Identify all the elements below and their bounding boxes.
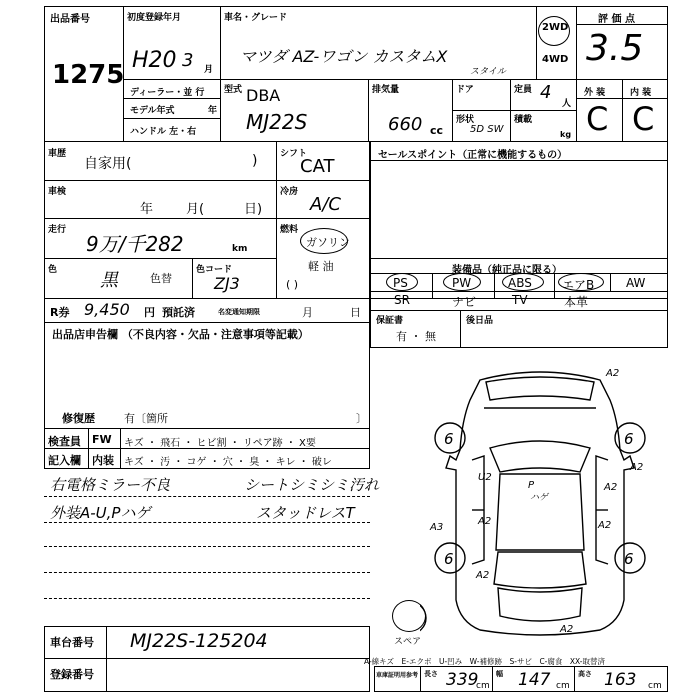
color-code-value: ZJ3 (214, 274, 240, 293)
divider (576, 6, 577, 142)
remark-line (44, 598, 370, 599)
tire-mark-fl: 6 (444, 430, 454, 448)
inspector-label: 検査員 (48, 435, 81, 448)
load-label: 積載 (514, 115, 533, 125)
drive-2wd: 2WD (542, 22, 569, 33)
color-value: 黒 (100, 270, 118, 291)
divider (123, 98, 220, 99)
width-unit: cm (556, 681, 570, 691)
divider (123, 79, 668, 80)
fuel-diesel: 軽 油 (308, 260, 334, 273)
length-unit: cm (476, 681, 490, 691)
tire-mark-rr: 6 (624, 550, 634, 568)
fuel-gas-circle (300, 228, 348, 254)
repair-close: 〕 (356, 412, 367, 425)
divider (420, 666, 421, 692)
score-value: 3.5 (586, 28, 644, 69)
dealer-label: ディーラー・並 行 (130, 88, 205, 98)
remark-line (44, 572, 370, 573)
damage-mark: ハゲ (530, 493, 549, 503)
tire-mark-fr: 6 (624, 430, 634, 448)
divider (123, 118, 220, 119)
divider (44, 180, 370, 181)
damage-mark: A2 (630, 462, 644, 473)
equip-ps-circle (386, 273, 418, 291)
equip-abs-circle (502, 273, 544, 291)
mileage-unit: km (232, 244, 248, 254)
divider (276, 218, 370, 219)
length-label: 長さ (424, 670, 438, 678)
legend-text: A-線キズ E-エクボ U-凹み W-補修跡 S-サビ C-腐食 XX-取替済 (364, 657, 605, 666)
displacement-value: 660 (388, 114, 423, 135)
remark-1a: 右電格ミラー不良 (50, 476, 171, 494)
width-value: 147 (518, 670, 551, 690)
car-diagram (420, 360, 660, 650)
divider (574, 666, 575, 692)
damage-mark: A2 (478, 516, 492, 527)
divider (370, 291, 668, 292)
lot-label: 出品番号 (50, 14, 90, 25)
door-label: ドア (456, 85, 474, 95)
divider (370, 160, 668, 161)
name-grade-value: マツダ AZ-ワゴン カスタムX (240, 47, 448, 66)
damage-mark: A2 (476, 570, 490, 581)
type-label: 型式 (224, 85, 243, 95)
displacement-label: 排気量 (372, 85, 400, 95)
mileage-label: 走行 (48, 225, 67, 235)
tax-day: 日 (350, 306, 361, 319)
equip-airbag: エアB (562, 278, 595, 292)
tax-label: 名変通知期限 (218, 308, 260, 316)
mileage-value: 9万/千282 (86, 232, 184, 256)
divider (554, 273, 555, 299)
kg-unit: kg (560, 130, 572, 139)
width-label: 幅 (496, 670, 503, 678)
damage-mark: A2 (560, 624, 574, 635)
chassis-label: 車台番号 (50, 636, 94, 649)
equip-abs: ABS (508, 276, 532, 290)
year-unit: 年 (208, 106, 218, 116)
inspection-year: 年 (140, 202, 154, 217)
exterior-grade: C (586, 100, 609, 138)
first-reg-label: 初度登録年月 (127, 13, 182, 23)
shape-label: 形状 (456, 115, 475, 125)
equip-pw-circle (443, 273, 481, 291)
fuel-paren: ( ) (286, 278, 299, 291)
history-value: 自家用( (84, 156, 132, 172)
divider (88, 429, 89, 469)
remark-line (44, 522, 370, 523)
spare-label: スペア (394, 637, 422, 647)
history-label: 車歴 (48, 149, 67, 159)
warranty-value: 有 ・ 無 (396, 330, 436, 343)
damage-mark: P (528, 480, 535, 491)
sales-points-label: セールスポイント（正常に機能するもの） (378, 150, 568, 161)
first-reg-era: H20 (132, 48, 177, 73)
divider (622, 79, 623, 142)
length-value: 339 (446, 670, 479, 690)
divider (220, 6, 221, 142)
equip-tv: TV (512, 293, 528, 307)
registration-label: 登録番号 (50, 668, 94, 681)
divider (120, 429, 121, 469)
history-close: ) (252, 153, 258, 169)
damage-mark: A2 (598, 520, 612, 531)
divider (494, 273, 495, 299)
ac-label: 冷房 (280, 187, 299, 197)
divider (536, 6, 537, 79)
inspector-interior: 内装 (92, 454, 114, 467)
exterior-label: 外 装 (584, 88, 606, 98)
divider (492, 666, 493, 692)
first-reg-month: 3 (182, 50, 194, 71)
divider (192, 258, 193, 299)
name-grade-sub: スタイル (470, 67, 506, 77)
equip-airbag-circle (558, 273, 604, 291)
fw-items: キズ ・ 飛石 ・ ヒビ割 ・ リペア跡 ・ X要 (124, 438, 316, 449)
remark-line (44, 496, 370, 497)
interior-items: キズ ・ 汚 ・ コゲ ・ 穴 ・ 臭 ・ キレ ・ 破レ (124, 457, 332, 468)
shape-value: 5D SW (470, 124, 504, 135)
repair-label: 修復歴 (62, 412, 95, 425)
damage-mark: A3 (430, 522, 444, 533)
post-label: 後日品 (466, 316, 494, 326)
inspector-fw: FW (92, 433, 112, 446)
shift-label: シフト (280, 149, 308, 159)
recycle-label: R券 (50, 306, 70, 319)
drive-4wd: 4WD (542, 54, 569, 65)
header-block (44, 6, 668, 142)
ac-value: A/C (310, 194, 341, 215)
height-label: 高さ (578, 670, 592, 678)
recycle-yen: 円 (144, 306, 155, 319)
color-code-label: 色コード (196, 265, 233, 275)
model-year-label: モデル年式 (130, 106, 175, 116)
handle-label: ハンドル 左・右 (130, 127, 197, 137)
divider (106, 626, 107, 692)
equip-sr: SR (394, 293, 410, 307)
inspection-day: 日) (244, 202, 263, 217)
equip-aw: AW (626, 276, 646, 290)
tax-month: 月 (302, 306, 313, 319)
name-grade-label: 車名・グレード (224, 13, 288, 23)
height-unit: cm (648, 681, 662, 691)
inspection-label: 車検 (48, 187, 67, 197)
divider (370, 310, 668, 311)
remark-2a: 外装A-U,Pハゲ (50, 504, 151, 522)
type-prefix: DBA (246, 86, 281, 105)
equip-navi: ナビ (452, 295, 477, 309)
interior-label: 内 装 (630, 88, 652, 98)
divider (460, 310, 461, 348)
equip-pw: PW (452, 276, 472, 290)
recycle-value: 9,450 (84, 300, 130, 319)
damage-mark: A2 (604, 482, 618, 493)
type-value: MJ22S (246, 110, 308, 134)
capacity-value: 4 (540, 82, 552, 103)
month-unit: 月 (204, 65, 214, 75)
shift-value: CAT (300, 156, 335, 177)
equip-leather: 本革 (564, 295, 589, 309)
damage-mark: U2 (478, 472, 492, 483)
fuel-gas: ガソリン (306, 236, 350, 249)
chassis-value: MJ22S-125204 (130, 630, 268, 652)
divider (276, 142, 277, 299)
divider (576, 24, 668, 25)
remark-2b: スタッドレスT (256, 504, 355, 522)
color-change-label: 色替 (150, 272, 172, 285)
equipment-title: 装備品（純正品に限る） (452, 265, 562, 276)
divider (44, 658, 370, 659)
fuel-label: 燃料 (280, 225, 299, 235)
recycle-deposit: 預託済 (162, 306, 195, 319)
remark-1b: シートシミシミ汚れ (244, 476, 380, 494)
spare-tire-circle (392, 600, 426, 632)
damage-mark: A2 (606, 368, 620, 379)
inspection-month: 月( (186, 202, 205, 217)
remark-line (44, 546, 370, 547)
divider (452, 110, 576, 111)
color-label: 色 (48, 265, 58, 275)
divider (370, 258, 668, 259)
divider (44, 258, 276, 259)
divider (610, 273, 611, 291)
warranty-label: 保証書 (376, 316, 404, 326)
person-unit: 人 (562, 99, 572, 109)
tire-mark-rl: 6 (444, 550, 454, 568)
height-value: 163 (604, 670, 637, 690)
notes-label: 出品店申告欄 （不良内容・欠品・注意事項等記載） (52, 328, 309, 341)
cert-label: 車庫証明用参考 (376, 672, 419, 679)
entry-label: 記入欄 (48, 454, 81, 467)
capacity-label: 定員 (514, 85, 533, 95)
divider (44, 218, 276, 219)
divider (432, 273, 433, 299)
score-label: 評 価 点 (598, 14, 635, 25)
cc-unit: cc (430, 124, 444, 137)
divider (368, 79, 369, 142)
interior-grade: C (632, 100, 655, 138)
lot-number: 1275 (52, 60, 125, 90)
repair-value: 有〔箇所 (124, 412, 168, 425)
equip-ps: PS (393, 276, 408, 290)
